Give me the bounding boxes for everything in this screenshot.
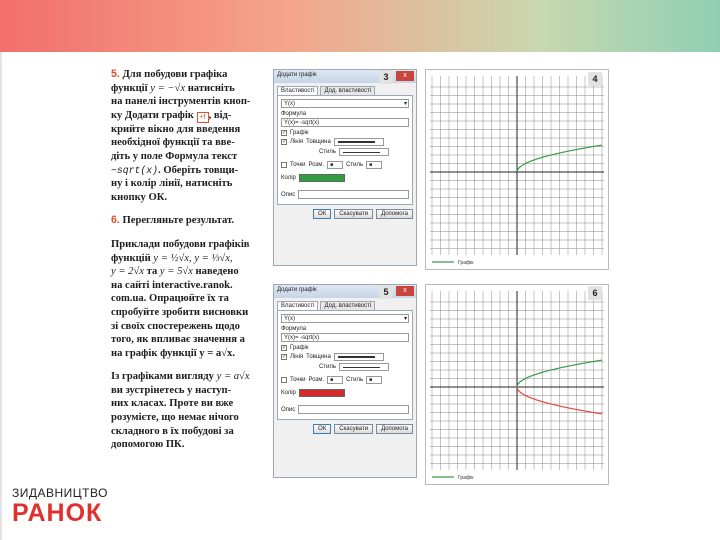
points-row: [281, 376, 409, 384]
graph-plot: [426, 70, 608, 269]
step-text: крийте вікно для введення: [111, 123, 241, 135]
dialog-tabs: [274, 83, 416, 95]
line-checkbox[interactable]: ✓: [282, 139, 287, 145]
point-style-label: Стиль: [346, 377, 364, 383]
step-badge: 4: [588, 72, 602, 86]
step-text: діть у поле: [111, 150, 163, 162]
description-row: [281, 405, 409, 414]
closing-text: ви зустрінетесь у наступ-: [111, 384, 232, 396]
graph-panel-red: [425, 284, 609, 485]
color-row: [281, 174, 409, 182]
step-text: текст: [211, 150, 238, 162]
graph-row: [281, 345, 409, 351]
color-row: [281, 389, 409, 397]
examples-text: наведено: [195, 266, 239, 278]
dialog-buttons: [274, 420, 416, 437]
step-number: 6.: [111, 214, 120, 227]
examples-text: того, як впливає значення a: [111, 334, 245, 346]
formula: y = 2√x: [111, 266, 144, 278]
formula: y = 5√x: [159, 266, 193, 278]
thickness-label: Товщина: [306, 354, 331, 360]
closing-text: складного в їх побудові за: [111, 425, 234, 437]
examples: [111, 238, 261, 360]
tab-properties[interactable]: Властивості: [277, 301, 318, 310]
line-checkbox[interactable]: ✓: [282, 354, 287, 360]
points-checkbox[interactable]: [281, 377, 287, 383]
legend-label: Графік: [458, 260, 474, 266]
closing-text: допомогою ПК.: [111, 439, 185, 451]
graph-panel-green: [425, 69, 609, 270]
examples-text: com.ua. Опрацюйте їх та: [111, 293, 229, 305]
description-input[interactable]: [298, 190, 409, 199]
left-rule: [0, 52, 2, 540]
size-select[interactable]: ■: [327, 376, 343, 384]
dialog-title: Додати графік: [274, 285, 416, 298]
examples-text: та: [146, 266, 158, 278]
size-select[interactable]: ■: [327, 161, 343, 169]
graph-checkbox-label: Графік: [290, 130, 309, 136]
step-text: ку: [111, 109, 123, 121]
color-picker[interactable]: [299, 174, 345, 182]
closing-text: розумієте, що немає нічого: [111, 412, 239, 424]
step-text: на панелі інструментів кноп-: [111, 96, 251, 108]
examples-text: зі своїх спостережень щодо: [111, 320, 240, 332]
step-text: кнопку: [111, 191, 146, 203]
examples-text: спробуйте зробити висновки: [111, 306, 249, 318]
add-graph-dialog-red: [273, 284, 417, 478]
style-select[interactable]: [339, 363, 389, 371]
step-5: [111, 68, 261, 204]
line-row: [281, 353, 409, 361]
step-text: натисніть: [187, 82, 235, 94]
size-label: Розм.: [308, 377, 325, 383]
examples-text: функцій: [111, 252, 151, 264]
step-number: 5.: [111, 68, 120, 80]
examples-text: на сайті interactive.ranok.: [111, 279, 233, 291]
color-label: Колір: [281, 390, 296, 396]
formula-text: −sqrt(x): [111, 164, 159, 176]
line-checkbox-label: Лінія: [290, 354, 304, 360]
dialog-tabs: [274, 298, 416, 310]
legend-label: Графік: [458, 475, 474, 481]
function-type-select[interactable]: Y(x) ▾: [281, 314, 409, 323]
thickness-label: Товщина: [306, 139, 331, 145]
examples-text: на графік функції y = a√x.: [111, 347, 235, 359]
cancel-button[interactable]: Скасувати: [334, 209, 373, 219]
add-graph-dialog-green: [273, 69, 417, 266]
formula-label: Формула: [281, 326, 307, 332]
tab-extra-properties[interactable]: Дод. властивості: [320, 301, 375, 310]
close-icon[interactable]: x: [396, 71, 414, 81]
thickness-select[interactable]: [334, 138, 384, 146]
closing-text: них класах. Проте ви вже: [111, 398, 234, 410]
formula-input[interactable]: Y(x)= -sqrt(x): [281, 118, 409, 127]
step-text: ну і колір лінії, натисніть: [111, 178, 233, 190]
step-text: Перегляньте результат.: [122, 215, 235, 227]
thickness-select[interactable]: [334, 353, 384, 361]
examples-heading: Приклади побудови графіків: [111, 238, 250, 250]
point-style-label: Стиль: [346, 162, 364, 168]
step-text: функції: [111, 82, 148, 94]
graph-plot: [426, 285, 608, 484]
line-row: [281, 138, 409, 146]
color-label: Колір: [281, 175, 296, 181]
cancel-button[interactable]: Скасувати: [334, 424, 373, 434]
points-label: Точки: [290, 162, 306, 168]
style-row: [281, 363, 409, 371]
style-row: [281, 148, 409, 156]
description-label: Опис: [281, 406, 296, 413]
tab-properties[interactable]: Властивості: [277, 86, 318, 95]
step-badge: 5: [379, 285, 393, 299]
help-button[interactable]: Допомога: [376, 209, 413, 219]
close-icon[interactable]: x: [396, 286, 414, 296]
add-graph-icon: +f: [197, 112, 209, 123]
description-row: [281, 190, 409, 199]
style-select[interactable]: [339, 148, 389, 156]
formula: y = −√x: [150, 82, 186, 94]
text-column: [111, 68, 261, 462]
publisher-logo: [12, 486, 130, 536]
style-label: Стиль: [319, 364, 337, 370]
closing: [111, 370, 261, 452]
color-picker[interactable]: [299, 389, 345, 397]
ok-button[interactable]: ОК: [313, 209, 331, 219]
help-button[interactable]: Допомога: [376, 424, 413, 434]
line-checkbox-label: Лінія: [290, 139, 304, 145]
ok-button[interactable]: ОК: [313, 424, 331, 434]
formula-input[interactable]: Y(x)= -sqrt(x): [281, 333, 409, 342]
formula: y = ⅓√x,: [194, 252, 233, 264]
step-text: .: [164, 191, 168, 203]
tab-extra-properties[interactable]: Дод. властивості: [320, 86, 375, 95]
logo-main-text: РАНОК: [12, 499, 103, 527]
dialog-body: [277, 95, 413, 205]
style-label: Стиль: [319, 149, 337, 155]
step-text: . Оберіть товщи-: [158, 164, 239, 176]
step-text: Додати графік: [124, 109, 194, 121]
top-banner: [0, 0, 720, 52]
graph-row: [281, 130, 409, 136]
formula: y = ½√x,: [153, 252, 192, 264]
logo-top-text: ЗИДАВНИЦТВО: [12, 486, 108, 500]
point-style-select[interactable]: ■: [366, 161, 382, 169]
step-badge: 3: [379, 70, 393, 84]
size-label: Розм.: [308, 162, 325, 168]
step-text: Формула: [165, 150, 209, 162]
dialog-buttons: [274, 205, 416, 222]
point-style-select[interactable]: ■: [366, 376, 382, 384]
graph-checkbox[interactable]: ✓: [282, 345, 287, 351]
description-input[interactable]: [298, 405, 409, 414]
description-label: Опис: [281, 191, 296, 198]
step-6: [111, 214, 261, 228]
function-type-select[interactable]: Y(x) ▾: [281, 99, 409, 108]
dialog-title: Додати графік: [274, 70, 416, 83]
step-text: необхідної функції та вве-: [111, 137, 235, 149]
formula: y = a√x: [216, 371, 250, 383]
dialog-body: [277, 310, 413, 420]
step-text: , від-: [208, 109, 232, 121]
graph-checkbox[interactable]: ✓: [282, 130, 287, 136]
formula-label: Формула: [281, 111, 307, 117]
step-text: Для побудови графіка: [122, 69, 228, 80]
points-label: Точки: [290, 377, 306, 383]
points-checkbox[interactable]: [281, 162, 287, 168]
graph-checkbox-label: Графік: [290, 345, 309, 351]
step-badge: 6: [588, 286, 602, 300]
closing-text: Із графіками вигляду: [111, 371, 214, 383]
step-text: ОК: [148, 191, 165, 203]
points-row: [281, 161, 409, 169]
